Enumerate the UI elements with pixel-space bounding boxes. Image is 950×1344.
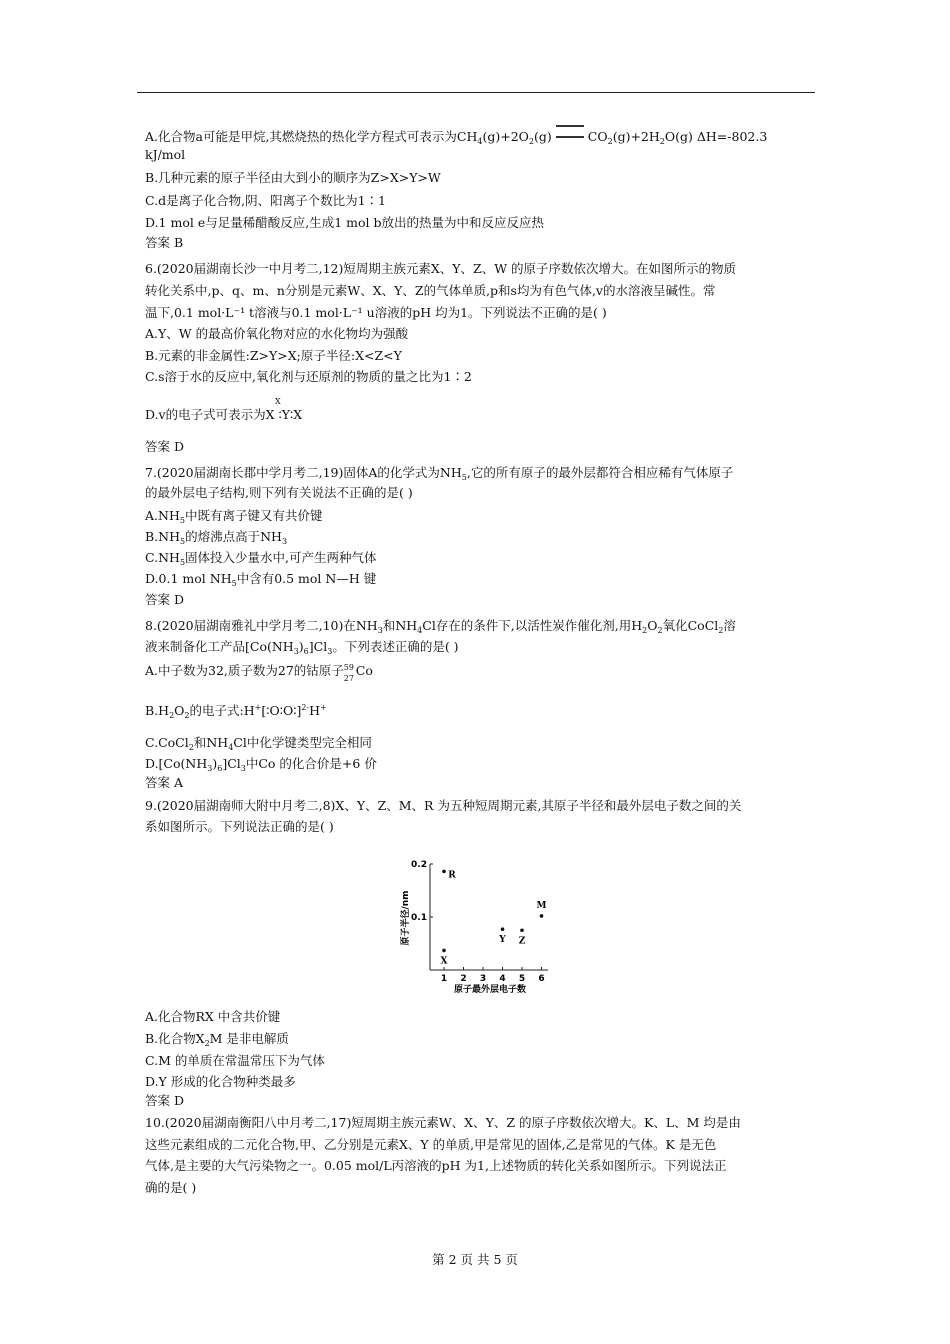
option-5a-cont: kJ/mol [145,147,186,162]
question-10-cont2: 气体,是主要的大气污染物之一。0.05 mol/L丙溶液的pH 为1,上述物质的转化关系如图所示。下列说法正 [145,1158,727,1173]
option-8d: $D.[Co(NH_3)_6]Cl_3$中Co 的化合价是+6 价 [145,756,377,773]
point-label-y: Y [499,935,506,946]
option-6c: C.s溶于水的反应中,氧化剂与还原剂的物质的量之比为1∶2 [145,369,472,384]
question-7-cont: 的最外层电子结构,则下列有关说法不正确的是( ) [145,485,413,500]
question-8-cont: 液来制备化工产品$[Co(NH_3)_6]Cl_3$。下列表述正确的是( ) [145,639,459,656]
option-8c: C.CoCl$_2$和$NH_4Cl$中化学键类型完全相同 [145,735,372,752]
answer-7: 答案 D [145,592,184,607]
answer-5: 答案 B [145,235,184,250]
x-tick-label: 2 [460,974,467,984]
option-5c: C.d是离子化合物,阴、阳离子个数比为1∶1 [145,193,386,208]
option-7c: $C.NH_5$固体投入少量水中,可产生两种气体 [145,550,377,567]
option-7d: D.0.1 mol $NH_5$中含有0.5 mol N—H 键 [145,571,377,588]
question-10: 10.(2020届湖南衡阳八中月考二,17)短周期主族元素W、X、Y、Z 的原子序数依次增大。K、L、M 均是由 [145,1115,741,1130]
data-point-y [501,927,505,931]
header-rule [137,92,815,93]
option-5b: B.几种元素的原子半径由大到小的顺序为Z>X>Y>W [145,170,441,185]
option-7a: $A.NH_5$中既有离子键又有共价键 [145,508,323,525]
question-8: 8.(2020届湖南雅礼中学月考二,10)在$NH_3$和$NH_4Cl$存在的条件下,以活性炭作催化剂,用$H_2O_2$氧化CoCl$_2$溶 [145,618,736,635]
page-footer: 第 2 页 共 5 页 [432,1252,518,1267]
equation-arrow-icon [556,125,584,138]
option-9a: A.化合物RX 中含共价键 [145,1009,281,1024]
x-tick-label: 1 [440,974,448,984]
question-10-cont3: 确的是( ) [145,1180,197,1195]
question-6-cont1: 转化关系中,p、q、m、n分别是元素W、X、Y、Z的气体单质,p和s均为有色气体,v的水溶液呈碱性。常 [145,283,716,298]
option-6d: D.v的电子式可表示为X ∶Y∶X [145,407,303,422]
option-8a: A.中子数为32,质子数为27的钴原子 59 27 Co [145,663,373,683]
data-point-m [540,914,544,918]
option-9c: C.M 的单质在常温常压下为气体 [145,1053,325,1068]
option-6a: A.Y、W 的最高价氧化物对应的水化物均为强酸 [145,326,409,341]
electron-formula-top: X [275,397,281,406]
option-9b: B.化合物$X_2M$ 是非电解质 [145,1031,289,1048]
point-label-z: Z [518,936,526,947]
y-tick-label: 0.2 [411,860,427,870]
x-tick-label: 6 [538,974,545,984]
question-10-cont1: 这些元素组成的二元化合物,甲、乙分别是元素X、Y 的单质,甲是常见的固体,乙是常见的气体。K 是无色 [145,1137,717,1152]
data-point-r [442,870,446,874]
y-tick-label: 0.1 [411,913,427,923]
option-6b: B.元素的非金属性:Z>Y>X;原子半径:X<Z<Y [145,348,402,363]
question-6-cont2: 温下,0.1 mol·L⁻¹ t溶液与0.1 mol·L⁻¹ u溶液的pH 均为1。下列说法不正确的是( ) [145,305,607,320]
point-label-x: X [440,956,448,967]
option-8b: $B.H_2O_2$的电子式:H+[∶O∶O∶]$^{2-}$H+ [145,703,327,721]
option-5d: D.1 mol e与足量稀醋酸反应,生成1 mol b放出的热量为中和反应反应热 [145,215,544,230]
question-7: 7.(2020届湖南长郡中学月考二,19)固体A的化学式为$NH_5$,它的所有原子的最外层都符合相应稀有气体原子 [145,465,734,482]
x-tick-label: 3 [479,974,487,984]
answer-8: 答案 A [145,775,184,790]
point-label-r: R [448,870,456,881]
option-9d: D.Y 形成的化合物种类最多 [145,1074,296,1089]
x-axis-label: 原子最外层电子数 [453,985,527,995]
y-axis-label: 原子半径/nm [401,890,411,946]
data-point-z [520,928,524,932]
question-6: 6.(2020届湖南长沙一中月考二,12)短周期主族元素X、Y、Z、W 的原子序数依次增大。在如图所示的物质 [145,261,737,276]
answer-9: 答案 D [145,1093,184,1108]
point-label-m: M [536,900,547,911]
x-tick-label: 4 [499,974,506,984]
x-tick-label: 5 [518,974,526,984]
radius-scatter-chart [398,858,558,996]
answer-6: 答案 D [145,439,184,454]
question-9-cont: 系如图所示。下列说法正确的是( ) [145,819,334,834]
option-5a: A.化合物a可能是甲烷,其燃烧热的热化学方程式可表示为$CH_4(g)+2O_2(g)$ $CO_2(g)+2H_2O(g)$ ΔH=-802.3 [145,125,767,150]
data-point-x [442,949,446,953]
question-9: 9.(2020届湖南师大附中月考二,8)X、Y、Z、M、R 为五种短周期元素,其原子半径和最外层电子数之间的关 [145,798,742,813]
option-7b: $B.NH_5$的熔沸点高于$NH_3$ [145,529,288,546]
